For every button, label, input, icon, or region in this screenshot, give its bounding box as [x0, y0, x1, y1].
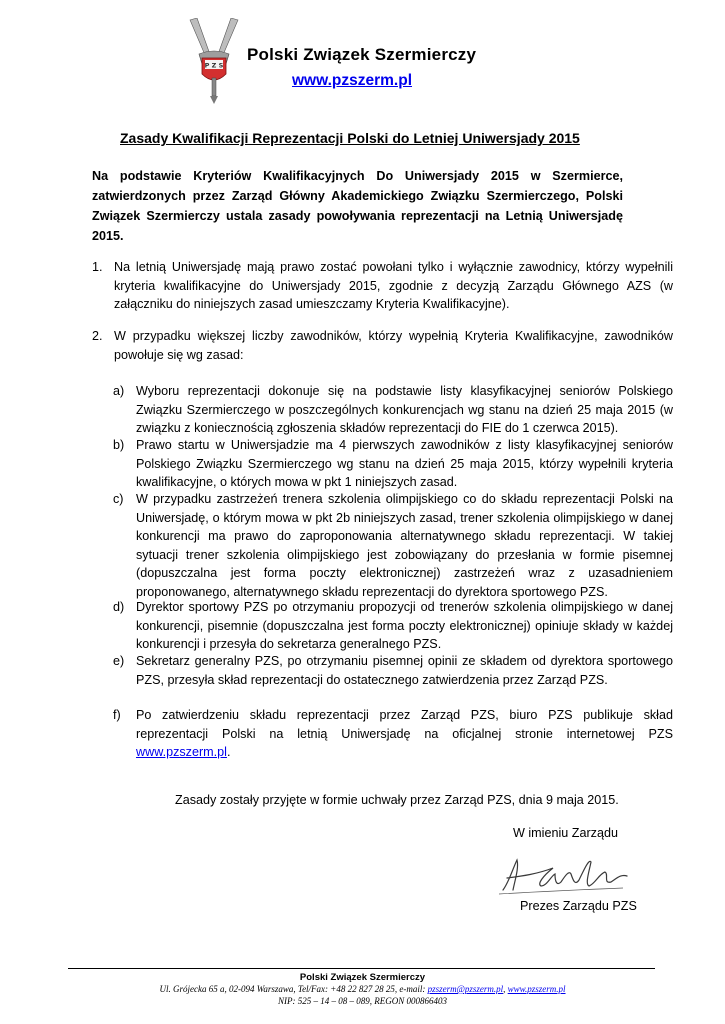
sub-list-item — [113, 598, 673, 654]
footer-divider — [68, 968, 655, 969]
footer-website-link[interactable]: www.pzszerm.pl — [507, 984, 566, 994]
sub-text-main: Po zatwierdzeniu składu reprezentacji przez Zarząd PZS, biuro PZS publikuje skład reprezentacji Polski na letnią Uniwersjadę na oficjalnej stronie internetowej PZS — [136, 708, 673, 741]
sub-list-item — [113, 382, 673, 438]
footer-email-link[interactable]: pzszerm@pzszerm.pl — [427, 984, 504, 994]
sub-text: Sekretarz generalny PZS, po otrzymaniu pisemnej opinii ze składem od dyrektora sportowego PZS, przesyła skład reprezentacji do ostatecznego zatwierdzenia przez Zarząd PZS. — [136, 654, 673, 687]
sub-text-end: . — [226, 745, 231, 759]
sub-list-item — [113, 652, 673, 689]
footer-org-name: Polski Związek Szermierczy — [299, 972, 426, 983]
on-behalf-label: W imieniu Zarządu — [513, 826, 618, 840]
sub-letter: c) — [113, 492, 124, 506]
sub-text — [136, 706, 673, 762]
sub-text: W przypadku zastrzeżeń trenera szkolenia olimpijskiego co do składu reprezentacji Polski na Uniwersjadę, o którym mowa w pkt 2b niniejszych zasad, trener szkolenia olimpijskiego w danej konkurencji ma prawo do zaproponowania alternatywnego składu reprezentacji. W takiej sytuacji trener szkolenia olimpijskiego jest zobowiązany do przesłania w formie pisemnej (dopuszczalna jest forma poczty elektronicznej) zastrzeżeń wraz z uzasadnieniem proponowanego, alternatywnego składu reprezentacji do dyrektora sportowego PZS. — [136, 492, 673, 599]
point-text: Na letnią Uniwersjadę mają prawo zostać powołani tylko i wyłącznie zawodnicy, którzy wypełnili kryteria kwalifikacyjne do Uniwersjady 2015, zgodnie z decyzją Zarządu Głównego AZS (w załączniku do niniejszych zasad umieszczamy Kryteria Kwalifikacyjne). — [114, 260, 673, 311]
point-number: 2. — [92, 329, 103, 343]
sub-letter: d) — [113, 600, 125, 614]
sub-letter: b) — [113, 438, 125, 452]
closing-statement: Zasady zostały przyjęte w formie uchwały przez Zarząd PZS, dnia 9 maja 2015. — [175, 793, 619, 807]
document-title: Zasady Kwalifikacji Reprezentacji Polski do Letniej Uniwersjady 2015 — [120, 130, 580, 146]
sub-letter: f) — [113, 708, 121, 722]
sub-letter: e) — [113, 654, 125, 668]
logo-letters: P Z S — [204, 61, 224, 70]
sub-text: Wyboru reprezentacji dokonuje się na podstawie listy klasyfikacyjnej seniorów Polskiego Związku Szermierczego w poszczególnych konkurencjach wg stanu na dzień 25 maja 2015 (w związku z koniecznością zgłoszenia składów reprezentacji do FIE do 1 czerwca 2015). — [136, 384, 673, 435]
point-number: 1. — [92, 260, 103, 274]
sub-text: Prawo startu w Uniwersjadzie ma 4 pierwszych zawodników z listy klasyfikacyjnej seniorów Polskiego Związku Szermierczego wg stanu na dzień 25 maja 2015, którzy wypełnili kryteria kwalifikacyjne, o których mowa w pkt 1 niniejszych zasad. — [136, 438, 673, 489]
signature-icon — [493, 846, 633, 904]
org-name: Polski Związek Szermierczy — [247, 45, 477, 64]
point-text: W przypadku większej liczby zawodników, którzy wypełnią Kryteria Kwalifikacyjne, zawodników powołuje się wg zasad: — [114, 329, 673, 362]
fencing-logo-icon — [186, 18, 242, 104]
sub-list-item — [113, 436, 673, 492]
pzs-website-link[interactable]: www.pzszerm.pl — [136, 745, 227, 759]
footer-separator: , — [503, 984, 506, 994]
footer-address — [0, 984, 725, 994]
org-website-link[interactable]: www.pzszerm.pl — [292, 72, 413, 89]
sub-text: Dyrektor sportowy PZS po otrzymaniu propozycji od trenerów szkolenia olimpijskiego w danej konkurencji, pisemnie (dopuszczalna jest forma poczty elektronicznej) opiniuje składy w każdej konkurencji i przesyła do sekretarza generalnego PZS. — [136, 600, 673, 651]
intro-paragraph: Na podstawie Kryteriów Kwalifikacyjnych Do Uniwersjady 2015 w Szermierce, zatwierdzonych przez Zarząd Główny Akademickiego Związku Szermierczego, Polski Związek Szermierczy ustala zasady powoływania reprezentacji na Letnią Uniwersjadę 2015. — [92, 169, 623, 243]
sub-letter: a) — [113, 384, 125, 398]
sub-list-item — [113, 490, 673, 601]
list-item — [92, 327, 673, 364]
list-item — [92, 258, 673, 314]
footer-registry-numbers: NIP: 525 – 14 – 08 – 089, REGON 000866403 — [278, 996, 447, 1006]
signatory-title: Prezes Zarządu PZS — [520, 899, 637, 913]
footer-address-text: Ul. Grójecka 65 a, 02-094 Warszawa, Tel/Fax: +48 22 827 28 25, e-mail: — [159, 984, 426, 994]
sub-list-item — [113, 706, 673, 762]
